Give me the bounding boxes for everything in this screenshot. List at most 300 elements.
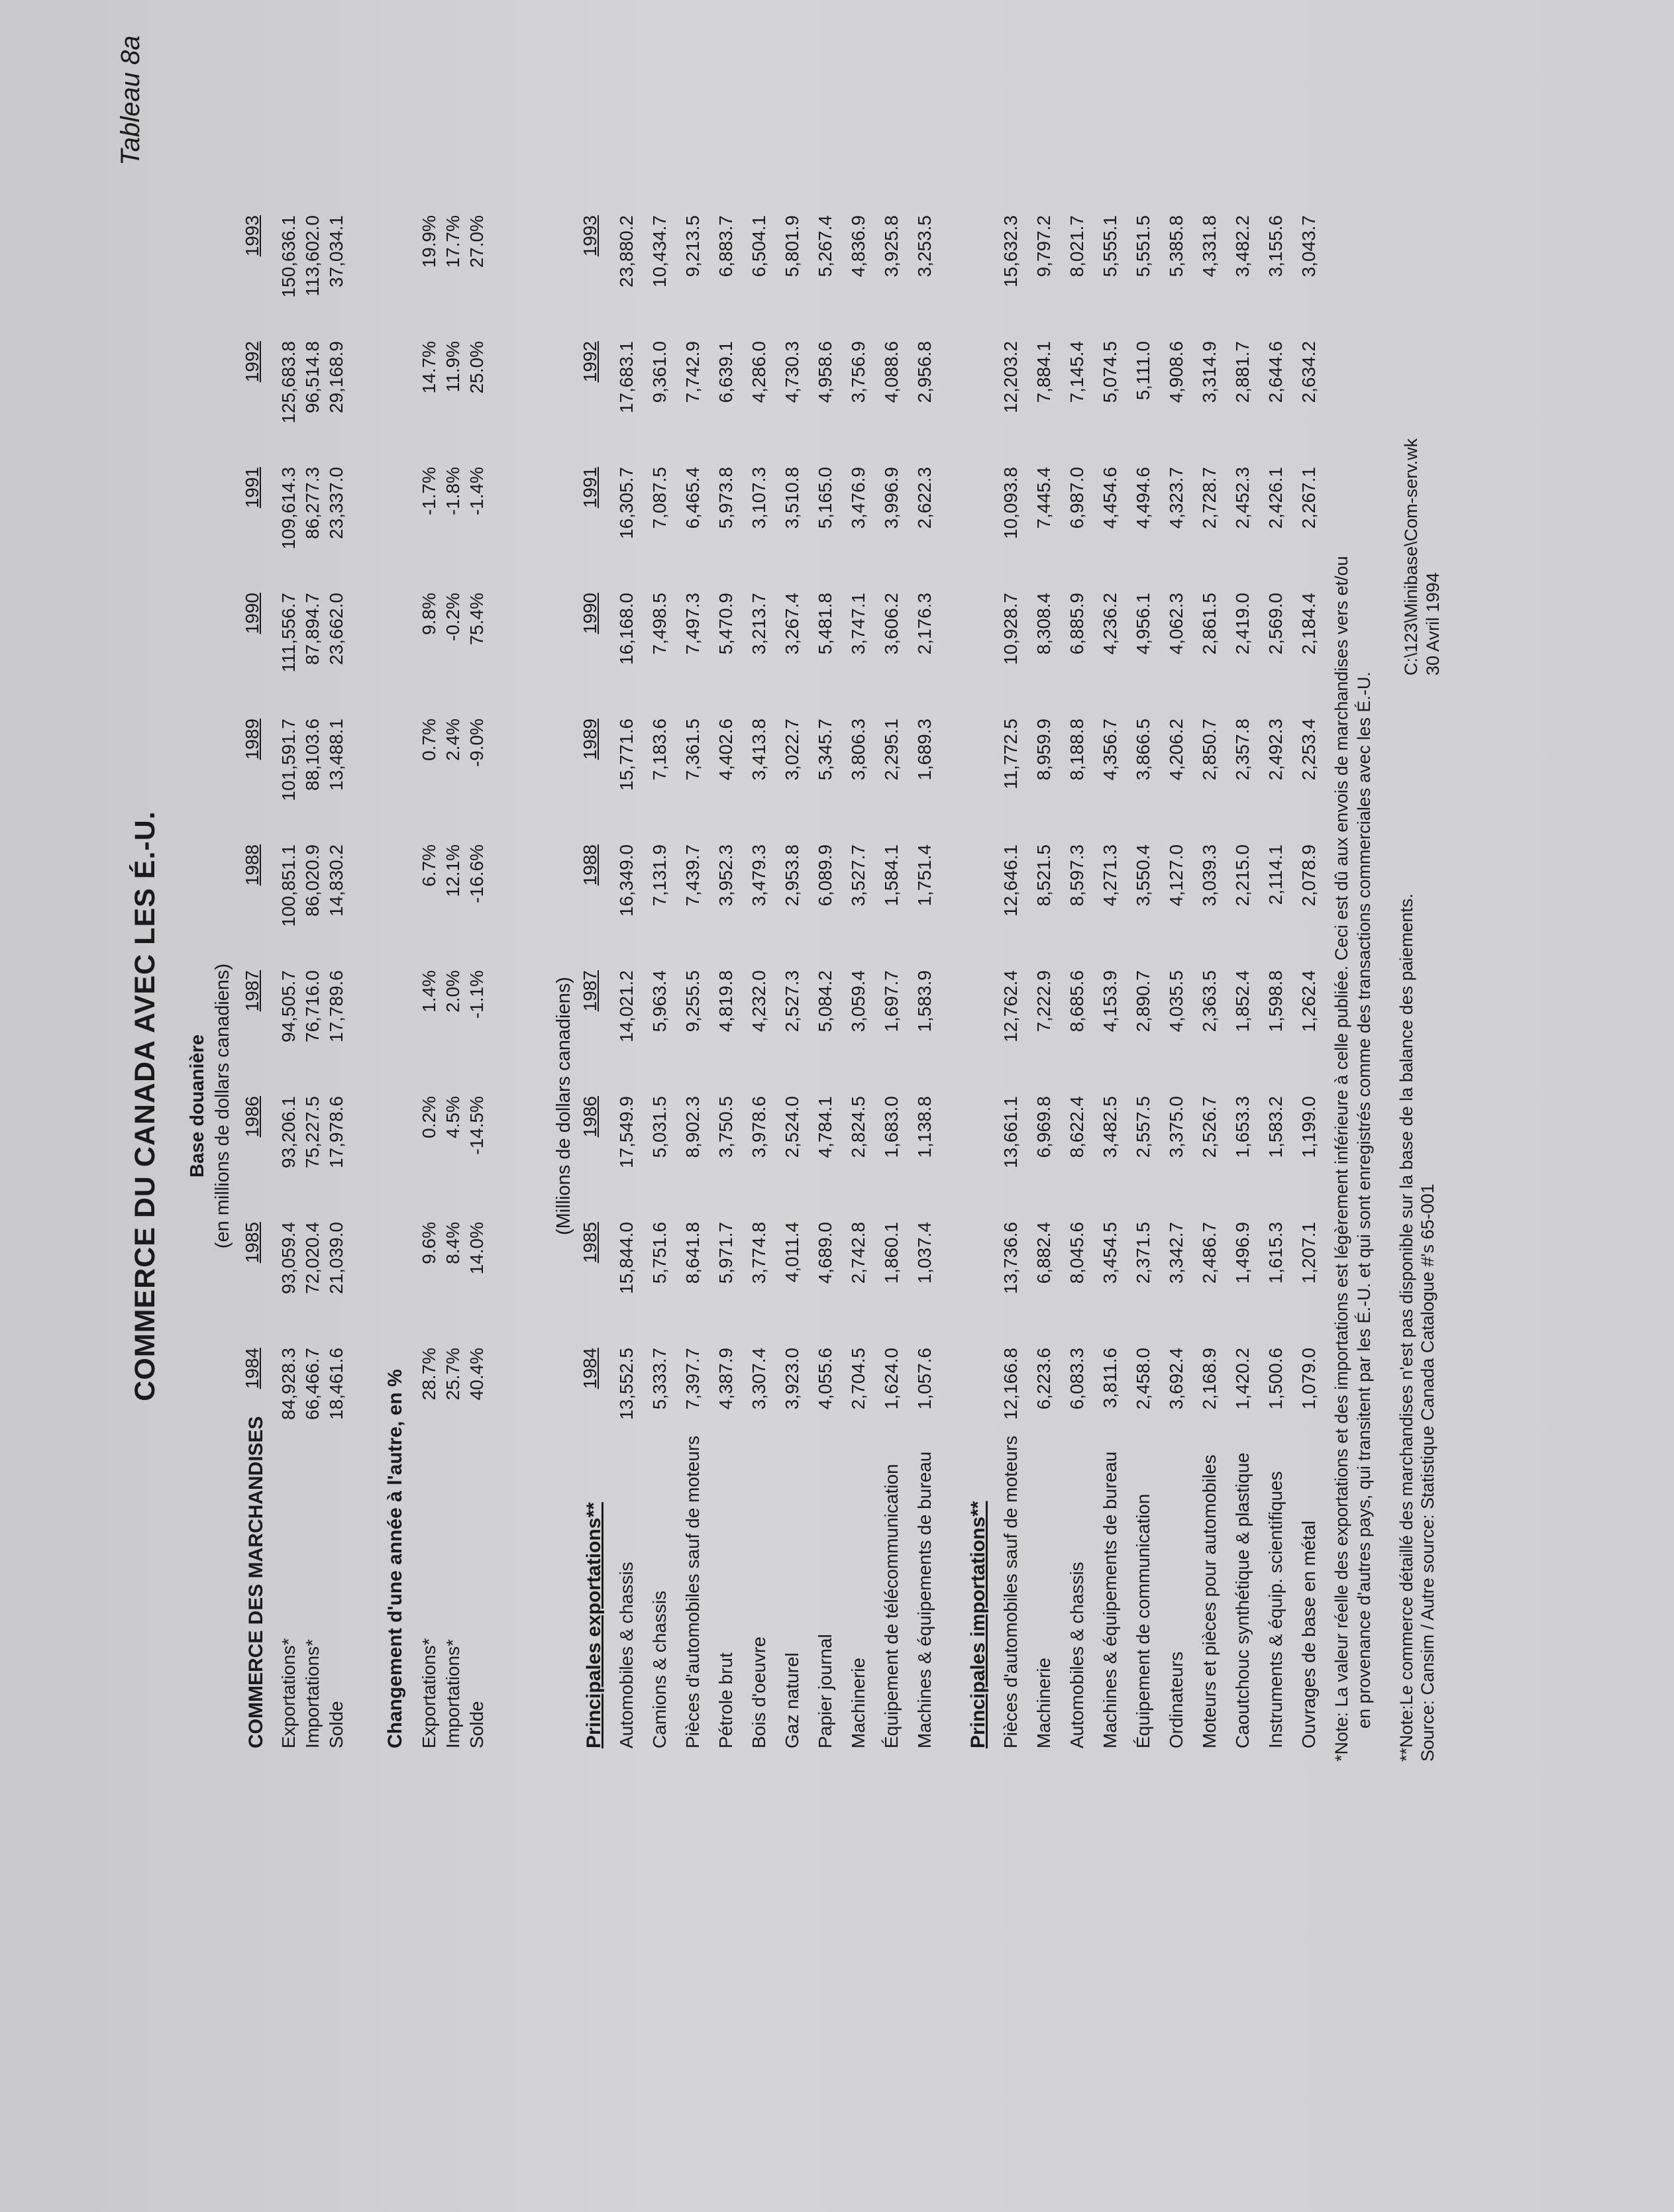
table-cell: 2,569.0 xyxy=(1265,593,1286,655)
table-cell: 87,894.7 xyxy=(302,593,323,665)
table-cell: 14,021.2 xyxy=(616,970,637,1042)
table-cell: -1.8% xyxy=(443,467,463,516)
table-cell: 4,153.9 xyxy=(1100,970,1120,1032)
table-cell: 5,385.8 xyxy=(1166,215,1186,277)
table-cell: 3,756.9 xyxy=(848,341,868,403)
table-cell: 12,203.2 xyxy=(1000,341,1021,413)
table-cell: 1,624.0 xyxy=(881,1348,902,1410)
table-cell: 6,987.0 xyxy=(1067,467,1087,529)
table-row xyxy=(326,215,347,1474)
table-cell: 93,206.1 xyxy=(278,1096,299,1168)
file-path: C:\123\Minibase\Com-serv.wk xyxy=(1401,438,1421,676)
imports-header: Principales importations** xyxy=(967,1501,989,1748)
table-cell: 4,819.8 xyxy=(715,970,736,1032)
table-cell: 15,844.0 xyxy=(616,1222,637,1294)
row-label: Papier journal xyxy=(815,1634,835,1748)
table-cell: 125,683.8 xyxy=(278,341,299,424)
table-cell: 5,165.0 xyxy=(815,467,835,529)
table-cell: 101,591.7 xyxy=(278,719,299,801)
table-cell: 7,131.9 xyxy=(649,844,670,907)
table-cell: 4,836.9 xyxy=(848,215,868,277)
table-cell: 3,413.8 xyxy=(749,719,769,781)
year-header: 1989 xyxy=(242,719,262,760)
table-cell: 4,286.0 xyxy=(749,341,769,403)
row-label: Machinerie xyxy=(848,1658,868,1748)
table-cell: 2,861.5 xyxy=(1199,593,1220,655)
table-cell: 2,890.7 xyxy=(1133,970,1153,1032)
table-cell: 150,636.1 xyxy=(278,215,299,298)
note-1: *Note: La valeur réelle des exportations et des importations est légèrement inférieure à celle publiée. Ceci est dû aux envois de marchandises vers et/ou xyxy=(1332,556,1351,1762)
table-cell: 6,504.1 xyxy=(749,215,769,277)
table-cell: 86,277.3 xyxy=(302,467,323,539)
table-cell: 13,552.5 xyxy=(616,1348,637,1420)
table-cell: 3,996.9 xyxy=(881,467,902,529)
table-cell: 2,371.5 xyxy=(1133,1222,1153,1284)
table-cell: 3,925.8 xyxy=(881,215,902,277)
table-cell: 2,850.7 xyxy=(1199,719,1220,781)
table-cell: 72,020.4 xyxy=(302,1222,323,1294)
table-cell: 1.4% xyxy=(419,970,439,1013)
table-row xyxy=(1265,215,1286,1474)
table-cell: 5,470.9 xyxy=(715,593,736,655)
table-cell: 7,498.5 xyxy=(649,593,670,655)
table-row xyxy=(682,215,704,1474)
table-cell: 1,199.0 xyxy=(1298,1096,1319,1158)
table-cell: -14.5% xyxy=(466,1096,487,1155)
table-cell: 1,262.4 xyxy=(1298,970,1319,1032)
table-cell: 4,011.4 xyxy=(782,1222,802,1283)
table-cell: 3,750.5 xyxy=(715,1096,736,1158)
row-label: Machines & équipements de bureau xyxy=(914,1451,935,1748)
table-cell: 3,479.3 xyxy=(749,844,769,907)
table-cell: 3,043.7 xyxy=(1298,215,1319,277)
table-row xyxy=(443,215,464,1474)
row-label: Exportations* xyxy=(278,1638,299,1748)
table-cell: 3,482.5 xyxy=(1100,1096,1120,1158)
table-cell: 11.9% xyxy=(443,341,463,393)
table-row xyxy=(1100,215,1121,1474)
table-cell: 3,267.4 xyxy=(782,593,802,655)
year-header-row xyxy=(580,215,601,1474)
table-cell: 4,206.2 xyxy=(1166,719,1186,781)
table-cell: 27.0% xyxy=(466,215,487,268)
table-cell: 3,059.4 xyxy=(848,970,868,1032)
table-cell: 4,958.6 xyxy=(815,341,835,403)
table-cell: 8,045.6 xyxy=(1067,1222,1087,1284)
table-cell: 2,492.3 xyxy=(1265,719,1286,781)
table-cell: 2,215.0 xyxy=(1232,844,1253,907)
table-cell: 16,349.0 xyxy=(616,844,637,917)
year-header-row xyxy=(242,215,263,1474)
table-cell: 7,145.4 xyxy=(1067,341,1087,403)
table-cell: 3,550.4 xyxy=(1133,844,1153,907)
table-cell: 3,253.5 xyxy=(914,215,935,277)
row-label: Gaz naturel xyxy=(782,1652,802,1748)
table-cell: 5,555.1 xyxy=(1100,215,1120,277)
table-cell: 1,057.6 xyxy=(914,1348,935,1410)
table-cell: 25.7% xyxy=(443,1348,463,1401)
table-cell: 2,363.5 xyxy=(1199,970,1220,1032)
table-cell: 8,685.6 xyxy=(1067,970,1087,1032)
table-cell: 3,476.9 xyxy=(848,467,868,529)
table-row xyxy=(815,215,836,1474)
table-cell: 4,356.7 xyxy=(1100,719,1120,781)
table-cell: 2,644.6 xyxy=(1265,341,1286,403)
table-cell: 5,111.0 xyxy=(1133,341,1153,401)
table-cell: 23,337.0 xyxy=(326,467,346,539)
table-cell: 6,223.6 xyxy=(1033,1348,1054,1410)
table-cell: 6,883.7 xyxy=(715,215,736,277)
table-cell: 109,614.3 xyxy=(278,467,299,550)
row-label: Machines & équipements de bureau xyxy=(1100,1451,1120,1748)
note-2: **Note:Le commerce détaillé des marchandises n'est pas disponible sur la base de la balance des paiements. xyxy=(1396,893,1416,1762)
table-cell: 3,342.7 xyxy=(1166,1222,1186,1284)
table-cell: 1,852.4 xyxy=(1232,970,1253,1032)
table-cell: 5,333.7 xyxy=(649,1348,670,1410)
year-header: 1987 xyxy=(580,970,600,1012)
table-cell: 9,213.5 xyxy=(682,215,703,277)
table-cell: 3,606.2 xyxy=(881,593,902,655)
table-cell: 6,639.1 xyxy=(715,341,736,403)
subtitle-units: (en millions de dollars canadiens) xyxy=(212,963,233,1249)
table-cell: 8,308.4 xyxy=(1033,593,1054,655)
table-cell: 1,751.4 xyxy=(914,844,935,907)
table-cell: 17,978.6 xyxy=(326,1096,346,1168)
table-cell: 1,500.6 xyxy=(1265,1348,1286,1410)
table-cell: 5,971.7 xyxy=(715,1222,736,1284)
year-header: 1993 xyxy=(580,215,600,257)
table-cell: 18,461.6 xyxy=(326,1348,346,1420)
table-cell: 8,902.3 xyxy=(682,1096,703,1158)
table-row xyxy=(1133,215,1154,1474)
table-cell: 6,465.4 xyxy=(682,467,703,529)
year-header: 1993 xyxy=(242,215,262,257)
table-cell: 66,466.7 xyxy=(302,1348,323,1420)
table-cell: 9.8% xyxy=(419,593,439,635)
year-header: 1985 xyxy=(242,1222,262,1264)
table-cell: 17,683.1 xyxy=(616,341,637,413)
row-label: Bois d'oeuvre xyxy=(749,1636,769,1748)
table-cell: 1,583.9 xyxy=(914,970,935,1032)
table-cell: 3,022.7 xyxy=(782,719,802,781)
table-cell: 9,361.0 xyxy=(649,341,670,403)
row-label: Camions & chassis xyxy=(649,1590,670,1748)
table-row xyxy=(881,215,902,1474)
table-cell: 3,314.9 xyxy=(1199,341,1220,403)
table-cell: 111,556.7 xyxy=(278,593,299,673)
table-cell: 4,232.0 xyxy=(749,970,769,1032)
table-cell: 3,811.6 xyxy=(1100,1348,1120,1409)
table-cell: 3,155.6 xyxy=(1265,215,1286,277)
table-cell: 7,884.1 xyxy=(1033,341,1054,403)
table-cell: 1,496.9 xyxy=(1232,1222,1253,1284)
table-cell: 4,331.8 xyxy=(1199,215,1220,277)
table-cell: 2,742.8 xyxy=(848,1222,868,1284)
row-label: Équipement de communication xyxy=(1133,1493,1153,1748)
table-cell: 4,689.0 xyxy=(815,1222,835,1284)
table-cell: 8,597.3 xyxy=(1067,844,1087,907)
table-cell: 2,419.0 xyxy=(1232,593,1253,655)
table-row xyxy=(1033,215,1055,1474)
table-cell: 2,486.7 xyxy=(1199,1222,1220,1284)
table-cell: 12,762.4 xyxy=(1000,970,1021,1042)
table-cell: 2,253.4 xyxy=(1298,719,1319,781)
table-cell: 14,830.2 xyxy=(326,844,346,917)
year-header: 1992 xyxy=(580,341,600,383)
table-row xyxy=(914,215,935,1474)
table-cell: 21,039.0 xyxy=(326,1222,346,1294)
table-cell: 5,074.5 xyxy=(1100,341,1120,403)
table-cell: 4,271.3 xyxy=(1100,844,1120,907)
table-cell: 13,661.1 xyxy=(1000,1096,1021,1168)
table-cell: 4,784.1 xyxy=(815,1096,835,1158)
table-cell: 1,583.2 xyxy=(1265,1096,1286,1158)
table-cell: 8,521.5 xyxy=(1033,844,1054,907)
table-cell: 6,969.8 xyxy=(1033,1096,1054,1158)
table-cell: 5,751.6 xyxy=(649,1222,670,1284)
table-cell: 4,323.7 xyxy=(1166,467,1186,529)
table-cell: 5,963.4 xyxy=(649,970,670,1032)
year-header: 1987 xyxy=(242,970,262,1012)
table-row xyxy=(278,215,299,1474)
table-cell: -1.1% xyxy=(466,970,487,1019)
row-label: Importations* xyxy=(302,1639,323,1748)
row-label: Automobiles & chassis xyxy=(1067,1562,1087,1748)
date: 30 Avril 1994 xyxy=(1423,572,1443,676)
millions-label: (Millions de dollars canadiens) xyxy=(553,976,574,1236)
row-label: Solde xyxy=(466,1701,487,1748)
table-cell: 2.4% xyxy=(443,719,463,761)
table-cell: 7,439.7 xyxy=(682,844,703,907)
table-cell: 1,138.8 xyxy=(914,1096,935,1158)
table-cell: 13,488.1 xyxy=(326,719,346,791)
table-cell: 3,978.6 xyxy=(749,1096,769,1158)
table-cell: 9.6% xyxy=(419,1222,439,1264)
exports-header: Principales exportations** xyxy=(583,1502,605,1748)
table-cell: 2,622.3 xyxy=(914,467,935,529)
table-cell: 7,742.9 xyxy=(682,341,703,403)
table-cell: 14.7% xyxy=(419,341,439,394)
table-cell: 1,615.3 xyxy=(1265,1222,1286,1284)
table-cell: 3,039.3 xyxy=(1199,844,1220,907)
table-cell: 76,716.0 xyxy=(302,970,323,1042)
year-header: 1985 xyxy=(580,1222,600,1264)
table-cell: 4,062.3 xyxy=(1166,593,1186,655)
table-cell: 3,692.4 xyxy=(1166,1348,1186,1410)
table-cell: 5,267.4 xyxy=(815,215,835,277)
table-cell: 1,420.2 xyxy=(1232,1348,1253,1410)
table-cell: 9,255.5 xyxy=(682,970,703,1032)
table-cell: 2,452.3 xyxy=(1232,467,1253,529)
table-cell: 3,774.8 xyxy=(749,1222,769,1284)
row-label: Exportations* xyxy=(419,1638,439,1748)
table-cell: 5,031.5 xyxy=(649,1096,670,1158)
table-cell: 2,168.9 xyxy=(1199,1348,1220,1410)
table-cell: 93,059.4 xyxy=(278,1222,299,1294)
row-label: Instruments & équip. scientifiques xyxy=(1265,1471,1286,1748)
table-cell: 7,087.5 xyxy=(649,467,670,529)
table-cell: 1,598.8 xyxy=(1265,970,1286,1032)
table-cell: 94,505.7 xyxy=(278,970,299,1042)
row-label: Pièces d'automobiles sauf de moteurs xyxy=(1000,1435,1021,1748)
table-cell: 6,083.3 xyxy=(1067,1348,1087,1410)
table-cell: 2,267.1 xyxy=(1298,467,1319,529)
table-cell: 6,882.4 xyxy=(1033,1222,1054,1284)
table-cell: 1,037.4 xyxy=(914,1222,935,1284)
table-cell: 4,088.6 xyxy=(881,341,902,403)
table-cell: 7,445.4 xyxy=(1033,467,1054,529)
year-header: 1989 xyxy=(580,719,600,760)
table-cell: 96,514.8 xyxy=(302,341,323,413)
table-cell: 25.0% xyxy=(466,341,487,394)
table-row xyxy=(749,215,770,1474)
table-cell: 28.7% xyxy=(419,1348,439,1401)
table-cell: 2,956.8 xyxy=(914,341,935,403)
table-cell: 2,557.5 xyxy=(1133,1096,1153,1158)
merch-header: COMMERCE DES MARCHANDISES xyxy=(245,1416,267,1748)
table-cell: 17,789.6 xyxy=(326,970,346,1042)
note-1-continued: en provenance d'autres pays, qui transitent par les É.-U. et qui sont enregistrés comme des transactions commerciales avec les É.-U. xyxy=(1354,672,1374,1729)
table-cell: 0.7% xyxy=(419,719,439,761)
row-label: Automobiles & chassis xyxy=(616,1562,637,1748)
year-header: 1988 xyxy=(242,844,262,886)
table-row xyxy=(848,215,869,1474)
table-cell: 8,959.9 xyxy=(1033,719,1054,781)
year-header: 1986 xyxy=(580,1096,600,1138)
table-cell: 12,646.1 xyxy=(1000,844,1021,917)
table-cell: 4,387.9 xyxy=(715,1348,736,1410)
table-cell: 2,728.7 xyxy=(1199,467,1220,529)
table-cell: 4,055.6 xyxy=(815,1348,835,1410)
table-row xyxy=(715,215,737,1474)
table-row xyxy=(1298,215,1320,1474)
table-cell: 7,497.3 xyxy=(682,593,703,655)
table-cell: 5,973.8 xyxy=(715,467,736,529)
table-cell: 19.9% xyxy=(419,215,439,268)
table-cell: 2,357.8 xyxy=(1232,719,1253,781)
table-cell: 1,860.1 xyxy=(881,1222,902,1284)
row-label: Caoutchouc synthétique & plastique xyxy=(1232,1452,1253,1748)
row-label: Importations* xyxy=(443,1639,463,1748)
table-cell: 2,704.5 xyxy=(848,1348,868,1410)
table-cell: 4,908.6 xyxy=(1166,341,1186,403)
table-cell: 4.5% xyxy=(443,1096,463,1138)
table-cell: 3,747.1 xyxy=(848,593,868,655)
table-cell: -9.0% xyxy=(466,719,487,768)
row-label: Ordinateurs xyxy=(1166,1651,1186,1748)
table-cell: 15,632.3 xyxy=(1000,215,1021,287)
table-cell: 3,806.3 xyxy=(848,719,868,781)
table-cell: -1.4% xyxy=(466,467,487,516)
table-cell: 3,213.7 xyxy=(749,593,769,655)
table-cell: 88,103.6 xyxy=(302,719,323,791)
table-row xyxy=(1067,215,1088,1474)
table-row xyxy=(616,215,637,1474)
table-cell: 17.7% xyxy=(443,215,463,268)
table-cell: 16,305.7 xyxy=(616,467,637,539)
source-note: Source: Cansim / Autre source: Statistique Canada Catalogue #'s 65-001 xyxy=(1418,1183,1438,1762)
table-cell: 1,207.1 xyxy=(1298,1222,1319,1284)
table-cell: 2,114.1 xyxy=(1265,844,1286,905)
table-cell: 4,035.5 xyxy=(1166,970,1186,1032)
row-label: Solde xyxy=(326,1701,346,1748)
subtitle: Base douanière xyxy=(187,1034,208,1178)
table-row xyxy=(419,215,440,1474)
table-row xyxy=(1199,215,1220,1474)
table-cell: 2,634.2 xyxy=(1298,341,1319,403)
table-cell: 3,527.7 xyxy=(848,844,868,907)
table-cell: 2,295.1 xyxy=(881,719,902,781)
table-cell: 113,602.0 xyxy=(302,215,323,297)
year-header: 1988 xyxy=(580,844,600,886)
table-cell: 6,089.9 xyxy=(815,844,835,907)
table-cell: 37,034.1 xyxy=(326,215,346,287)
table-cell: 2.0% xyxy=(443,970,463,1013)
table-cell: 23,662.0 xyxy=(326,593,346,665)
table-cell: 75.4% xyxy=(466,593,487,646)
table-cell: 3,923.0 xyxy=(782,1348,802,1410)
table-cell: 4,730.3 xyxy=(782,341,802,403)
table-cell: -1.7% xyxy=(419,467,439,516)
table-cell: 5,481.8 xyxy=(815,593,835,655)
table-cell: 3,307.4 xyxy=(749,1348,769,1410)
year-header: 1991 xyxy=(580,467,600,509)
year-header: 1984 xyxy=(242,1348,262,1389)
table-cell: 8,622.4 xyxy=(1067,1096,1087,1158)
table-cell: -0.2% xyxy=(443,593,463,642)
row-label: Moteurs et pièces pour automobiles xyxy=(1199,1454,1220,1748)
table-cell: 2,953.8 xyxy=(782,844,802,907)
table-cell: 3,454.5 xyxy=(1100,1222,1120,1284)
row-label: Pièces d'automobiles sauf de moteurs xyxy=(682,1435,703,1748)
year-header: 1992 xyxy=(242,341,262,383)
page-title: COMMERCE DU CANADA AVEC LES É.-U. xyxy=(129,811,161,1401)
table-cell: 8,021.7 xyxy=(1067,215,1087,277)
table-cell: 10,093.8 xyxy=(1000,467,1021,539)
table-cell: 7,222.9 xyxy=(1033,970,1054,1032)
table-cell: 40.4% xyxy=(466,1348,487,1401)
table-cell: 2,527.3 xyxy=(782,970,802,1032)
table-cell: 100,851.1 xyxy=(278,844,299,927)
table-cell: 8.4% xyxy=(443,1222,463,1264)
table-cell: 1,653.3 xyxy=(1232,1096,1253,1158)
table-cell: 8,188.8 xyxy=(1067,719,1087,781)
year-header: 1990 xyxy=(580,593,600,634)
table-cell: 0.2% xyxy=(419,1096,439,1138)
table-cell: 4,402.6 xyxy=(715,719,736,781)
table-cell: 6,885.9 xyxy=(1067,593,1087,655)
table-cell: 5,551.5 xyxy=(1133,215,1153,277)
table-cell: 8,641.8 xyxy=(682,1222,703,1284)
table-cell: 4,454.6 xyxy=(1100,467,1120,529)
table-cell: 12.1% xyxy=(443,844,463,897)
table-cell: 2,176.3 xyxy=(914,593,935,655)
table-cell: 7,397.7 xyxy=(682,1348,703,1410)
year-header: 1991 xyxy=(242,467,262,509)
table-cell: 5,801.9 xyxy=(782,215,802,277)
table-cell: -16.6% xyxy=(466,844,487,903)
table-row xyxy=(466,215,488,1474)
table-cell: 16,168.0 xyxy=(616,593,637,665)
table-cell: 13,736.6 xyxy=(1000,1222,1021,1294)
year-header: 1986 xyxy=(242,1096,262,1138)
table-cell: 2,824.5 xyxy=(848,1096,868,1158)
table-cell: 17,549.9 xyxy=(616,1096,637,1168)
table-cell: 12,166.8 xyxy=(1000,1348,1021,1420)
table-label: Tableau 8a xyxy=(116,35,145,166)
table-cell: 23,880.2 xyxy=(616,215,637,287)
table-row xyxy=(649,215,670,1474)
